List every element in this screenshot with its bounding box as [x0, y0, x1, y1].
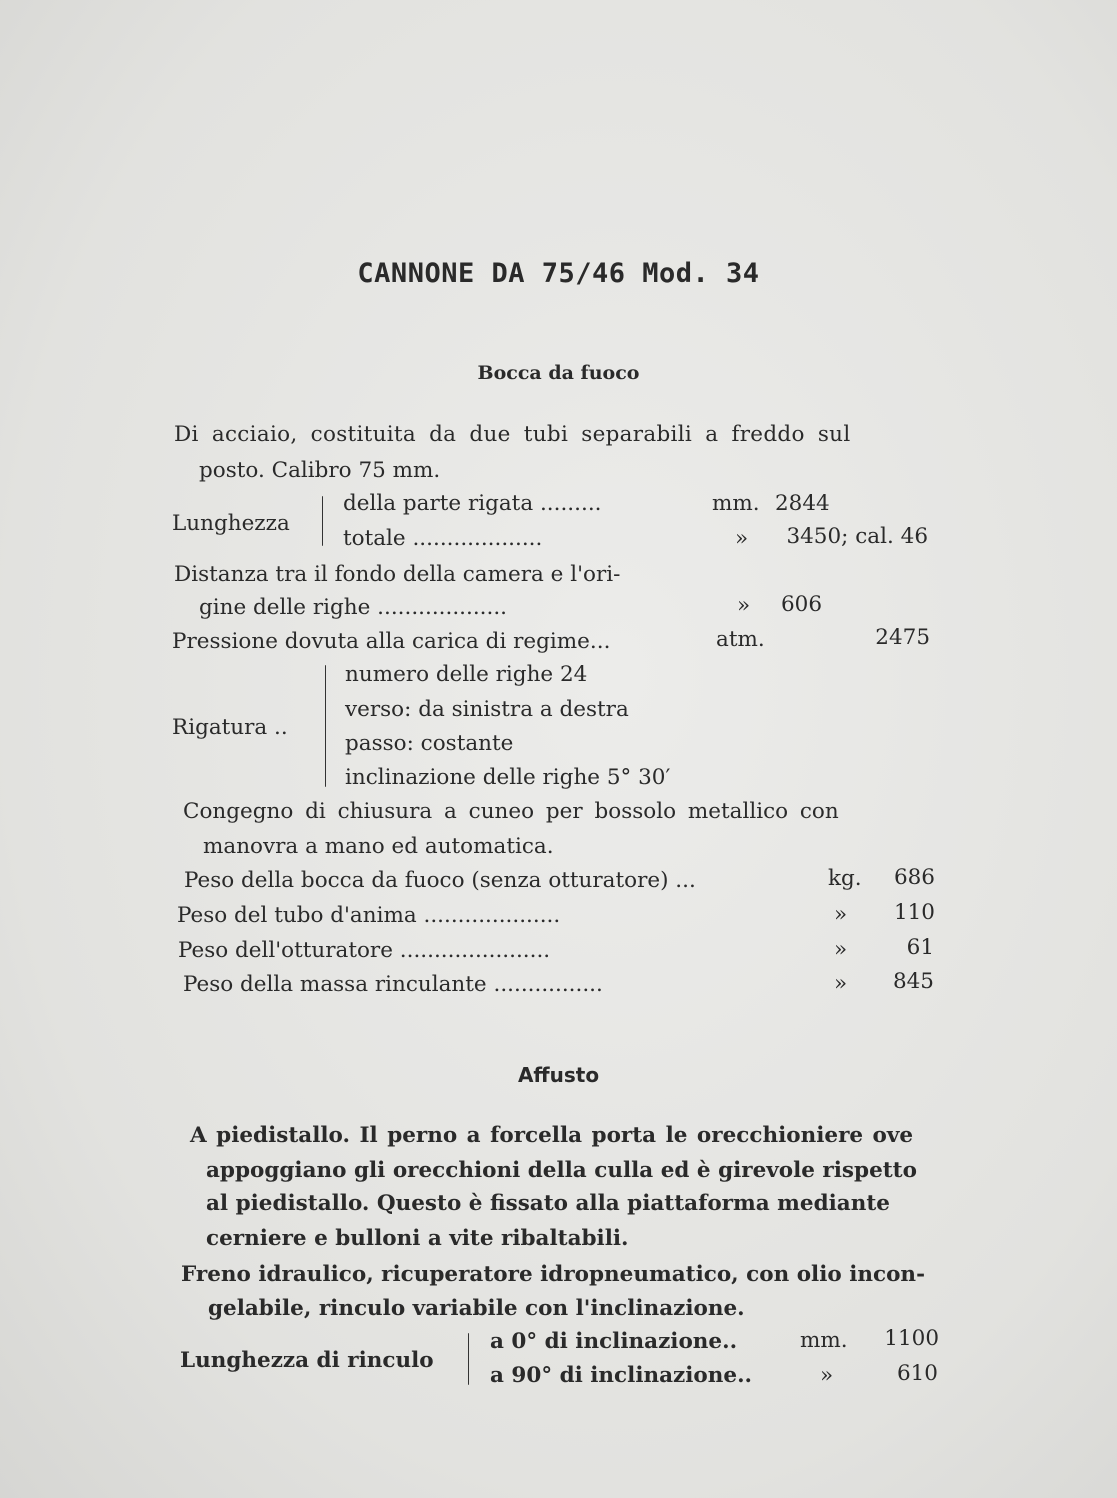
intro-line-2: posto. Calibro 75 mm.	[199, 458, 441, 483]
lunghezza-label: Lunghezza	[172, 511, 290, 536]
congegno-line-1: Congegno di chiusura a cuneo per bossolo metallico con	[183, 799, 839, 824]
lunghezza-brace	[322, 496, 323, 546]
affusto-p1-line-1: A piedistallo. Il perno a forcella porta le orecchioniere ove	[190, 1123, 914, 1148]
pressione-value: 2475	[875, 625, 930, 650]
distanza-line-2: gine delle righe ...................	[199, 595, 508, 620]
lunghezza-totale-unit: »	[735, 526, 749, 551]
peso-massa-value: 845	[892, 969, 934, 994]
peso-otturatore-unit: »	[834, 937, 848, 962]
rigatura-passo: passo: costante	[345, 731, 514, 756]
lunghezza-totale: totale ...................	[343, 526, 543, 551]
section-heading-affusto: Affusto	[517, 1063, 600, 1087]
congegno-line-2: manovra a mano ed automatica.	[203, 834, 554, 859]
affusto-p1-line-4: cerniere e bulloni a vite ribaltabili.	[206, 1226, 629, 1251]
rinculo-0-label: a 0° di inclinazione..	[490, 1329, 738, 1354]
peso-massa-label: Peso della massa rinculante ................	[183, 972, 603, 997]
rigatura-verso: verso: da sinistra a destra	[345, 697, 629, 722]
rigatura-inclinazione: inclinazione delle righe 5° 30′	[345, 765, 671, 790]
peso-massa-unit: »	[834, 971, 848, 996]
lunghezza-totale-value: 3450; cal. 46	[786, 524, 928, 549]
rinculo-0-value: 1100	[884, 1326, 939, 1351]
pressione-unit: atm.	[716, 627, 765, 652]
distanza-unit: »	[737, 593, 751, 618]
rigatura-brace	[325, 665, 326, 787]
peso-bocca-unit: kg.	[828, 866, 862, 891]
peso-tubo-value: 110	[893, 900, 935, 925]
lunghezza-parte: della parte rigata .........	[343, 491, 602, 516]
peso-bocca-value: 686	[893, 865, 935, 890]
peso-tubo-label: Peso del tubo d'anima ....................	[177, 903, 561, 928]
rinculo-0-unit: mm.	[800, 1328, 848, 1353]
distanza-value: 606	[781, 592, 823, 617]
intro-line-1: Di acciaio, costituita da due tubi separabili a freddo sul	[174, 422, 851, 447]
rinculo-90-unit: »	[820, 1363, 834, 1388]
lunghezza-parte-value: 2844	[775, 491, 830, 516]
lunghezza-parte-unit: mm.	[712, 491, 760, 516]
distanza-line-1: Distanza tra il fondo della camera e l'ori-	[174, 562, 621, 587]
rigatura-label: Rigatura ..	[172, 715, 288, 740]
rinculo-90-label: a 90° di inclinazione..	[490, 1363, 753, 1388]
section-heading-bocca: Bocca da fuoco	[477, 362, 640, 384]
affusto-p1-line-2: appoggiano gli orecchioni della culla ed è girevole rispetto	[206, 1158, 917, 1183]
rinculo-90-value: 610	[896, 1361, 938, 1386]
affusto-p2-line-2: gelabile, rinculo variabile con l'inclinazione.	[208, 1296, 745, 1321]
page-title: CANNONE DA 75/46 Mod. 34	[357, 258, 760, 289]
peso-tubo-unit: »	[834, 902, 848, 927]
affusto-p2-line-1: Freno idraulico, ricuperatore idropneumatico, con olio incon-	[181, 1262, 925, 1287]
rigatura-numero: numero delle righe 24	[345, 662, 588, 687]
peso-bocca-label: Peso della bocca da fuoco (senza otturatore) ...	[184, 868, 696, 893]
peso-otturatore-value: 61	[906, 935, 934, 960]
affusto-p1-line-3: al piedistallo. Questo è fissato alla piattaforma mediante	[206, 1191, 890, 1216]
pressione-label: Pressione dovuta alla carica di regime...	[172, 629, 611, 654]
rinculo-brace	[468, 1333, 469, 1385]
rinculo-label: Lunghezza di rinculo	[180, 1348, 434, 1373]
peso-otturatore-label: Peso dell'otturatore ......................	[178, 938, 551, 963]
